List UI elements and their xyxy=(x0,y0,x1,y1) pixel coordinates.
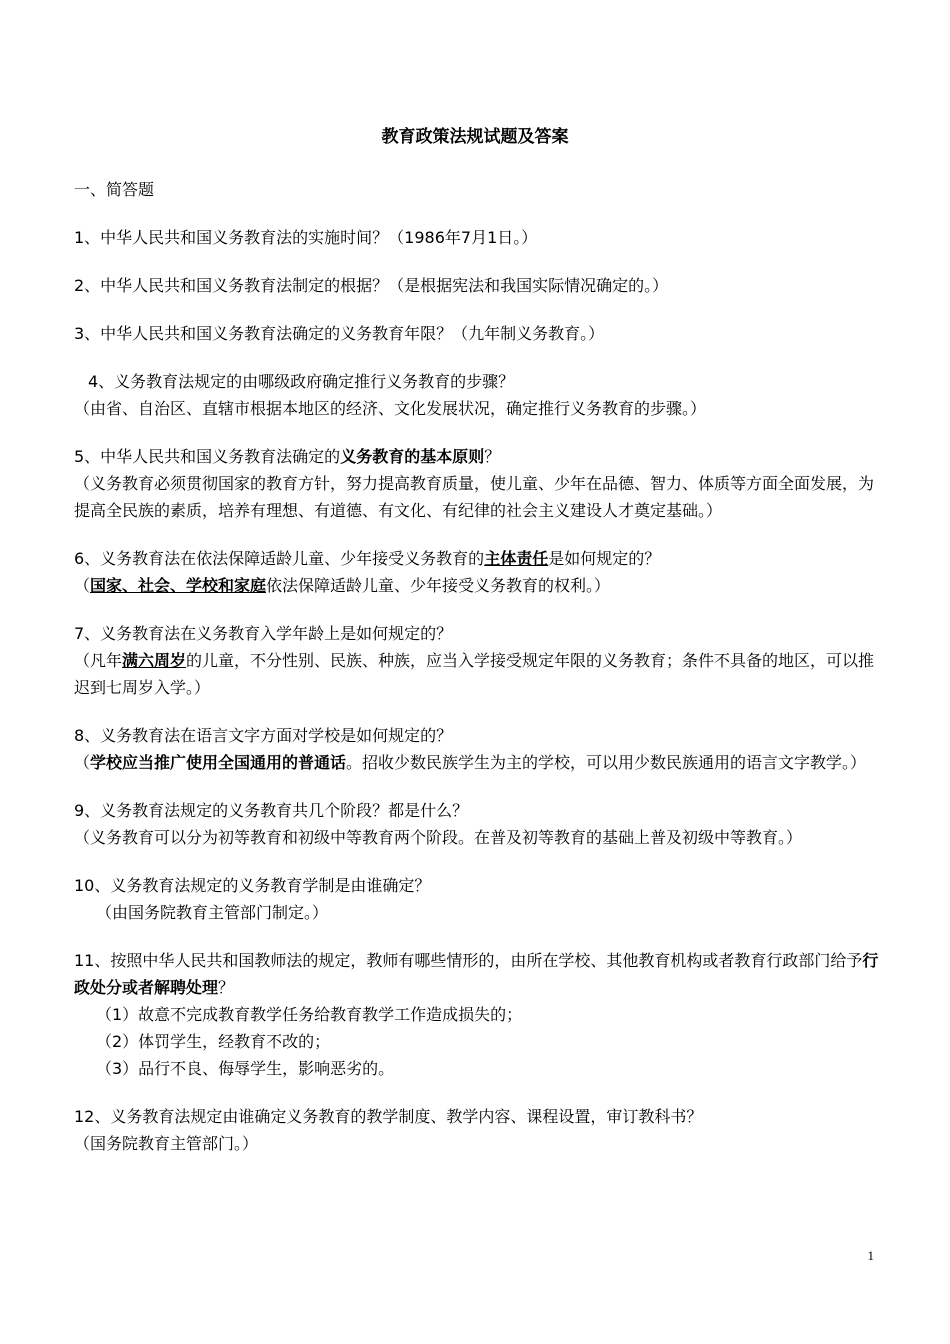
answer-12: （国务院教育主管部门。） xyxy=(74,1134,259,1153)
list-item: （3）品行不良、侮辱学生，影响恶劣的。 xyxy=(96,1059,395,1078)
emphasis-text: 国家、社会、学校和家庭 xyxy=(90,576,267,595)
section-heading: 一、简答题 xyxy=(74,180,155,199)
question-11: 11、按照中华人民共和国教师法的规定，教师有哪些情形的，由所在学校、其他教育机构或者教育行政部门给予行政处分或者解聘处理？ xyxy=(74,951,879,997)
answer-6: （国家、社会、学校和家庭依法保障适龄儿童、少年接受义务教育的权利。） xyxy=(74,576,611,595)
emphasis-text: 满六周岁 xyxy=(122,651,187,670)
answer-9: （义务教育可以分为初等教育和初级中等教育两个阶段。在普及初等教育的基础上普及初级中等教育。） xyxy=(74,828,803,847)
question-7: 7、义务教育法在义务教育入学年龄上是如何规定的？ xyxy=(74,624,453,643)
answer-7: （凡年满六周岁的儿童，不分性别、民族、种族，应当入学接受规定年限的义务教育；条件不具备的地区，可以推迟到七周岁入学。） xyxy=(74,651,875,697)
answer-5: （义务教育必须贯彻国家的教育方针，努力提高教育质量，使儿童、少年在品德、智力、体质等方面全面发展，为提高全民族的素质，培养有理想、有道德、有文化、有纪律的社会主义建设人才奠定基础。） xyxy=(74,474,875,520)
answer-10: （由国务院教育主管部门制定。） xyxy=(96,903,329,922)
question-10: 10、义务教育法规定的义务教育学制是由谁确定？ xyxy=(74,876,431,895)
question-8: 8、义务教育法在语言文字方面对学校是如何规定的？ xyxy=(74,726,453,745)
answer-8: （学校应当推广使用全国通用的普通话。招收少数民族学生为主的学校，可以用少数民族通用的语言文字教学。） xyxy=(74,753,867,772)
question-3: 3、中华人民共和国义务教育法确定的义务教育年限？（九年制义务教育。） xyxy=(74,324,605,343)
list-item: （1）故意不完成教育教学任务给教育教学工作造成损失的； xyxy=(96,1005,523,1024)
emphasis-text: 学校应当推广使用全国通用的普通话 xyxy=(90,753,347,772)
question-12: 12、义务教育法规定由谁确定义务教育的教学制度、教学内容、课程设置，审订教科书？ xyxy=(74,1107,703,1126)
page-number: 1 xyxy=(867,1248,874,1263)
emphasis-text: 行政处分或者解聘处理 xyxy=(74,951,879,997)
emphasis-text: 义务教育的基本原则 xyxy=(340,447,485,466)
question-4: 4、义务教育法规定的由哪级政府确定推行义务教育的步骤？ xyxy=(88,372,515,391)
question-5: 5、中华人民共和国义务教育法确定的义务教育的基本原则？ xyxy=(74,447,501,466)
document-title: 教育政策法规试题及答案 xyxy=(381,127,569,147)
question-1: 1、中华人民共和国义务教育法的实施时间？（1986年7月1日。） xyxy=(74,228,538,247)
question-9: 9、义务教育法规定的义务教育共几个阶段？都是什么？ xyxy=(74,801,469,820)
list-item: （2）体罚学生，经教育不改的； xyxy=(96,1032,331,1051)
document-body xyxy=(74,176,882,1157)
emphasis-text: 主体责任 xyxy=(484,549,549,568)
question-6: 6、义务教育法在依法保障适龄儿童、少年接受义务教育的主体责任是如何规定的？ xyxy=(74,549,661,568)
answer-4: （由省、自治区、直辖市根据本地区的经济、文化发展状况，确定推行义务教育的步骤。） xyxy=(74,399,707,418)
question-2: 2、中华人民共和国义务教育法制定的根据？（是根据宪法和我国实际情况确定的。） xyxy=(74,276,669,295)
